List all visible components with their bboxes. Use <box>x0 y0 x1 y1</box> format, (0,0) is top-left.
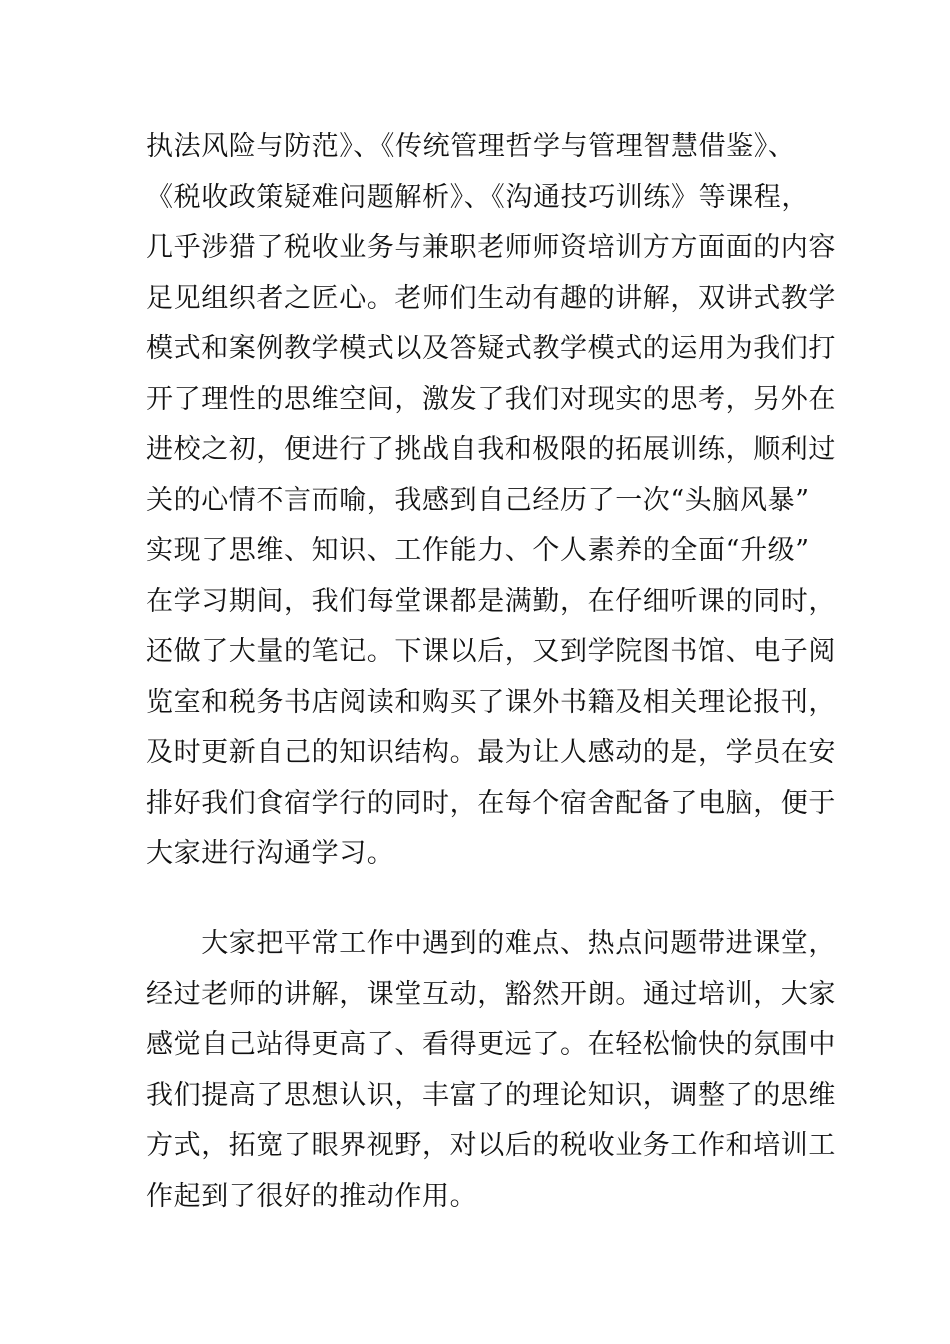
text-line: 作起到了很好的推动作用。 <box>146 1180 478 1212</box>
text-line: 大家把平常工作中遇到的难点、热点问题带进课堂， <box>146 928 836 959</box>
text-line: 方式，拓宽了眼界视野，对以后的税收业务工作和培训工 <box>146 1130 836 1161</box>
text-line: 感觉自己站得更高了、看得更远了。在轻松愉快的氛围中 <box>146 1029 836 1060</box>
text-line: 足见组织者之匠心。老师们生动有趣的讲解，双讲式教学 <box>146 282 836 314</box>
text-line: 《税收政策疑难问题解析》、《沟通技巧训练》等课程， <box>146 181 809 213</box>
text-line: 执法风险与防范》、《传统管理哲学与管理智慧借鉴》、 <box>146 131 796 162</box>
paragraph-2 <box>146 919 836 1222</box>
text-line: 还做了大量的笔记。下课以后，又到学院图书馆、电子阅 <box>146 636 836 667</box>
text-line: 我们提高了思想认识，丰富了的理论知识，调整了的思维 <box>146 1079 836 1111</box>
text-line: 开了理性的思维空间，激发了我们对现实的思考，另外在 <box>146 383 836 415</box>
text-line: 几乎涉猎了税收业务与兼职老师师资培训方方面面的内容 <box>146 232 836 263</box>
text-line: 及时更新自己的知识结构。最为让人感动的是，学员在安 <box>146 737 836 768</box>
paragraph-1 <box>146 122 836 880</box>
text-line: 大家进行沟通学习。 <box>146 838 395 869</box>
text-line: 进校之初，便进行了挑战自我和极限的拓展训练，顺利过 <box>146 434 836 465</box>
text-line: 模式和案例教学模式以及答疑式教学模式的运用为我们打 <box>146 333 836 364</box>
text-line: 览室和税务书店阅读和购买了课外书籍及相关理论报刊， <box>146 686 836 718</box>
text-line: 经过老师的讲解，课堂互动，豁然开朗。通过培训，大家 <box>146 978 836 1010</box>
text-line: 在学习期间，我们每堂课都是满勤，在仔细听课的同时， <box>146 585 836 617</box>
text-line: 实现了思维、知识、工作能力、个人素养的全面“升级” <box>146 535 810 566</box>
text-line: 排好我们食宿学行的同时，在每个宿舍配备了电脑，便于 <box>146 787 836 819</box>
text-line: 关的心情不言而喻，我感到自己经历了一次“头脑风暴” <box>146 484 810 516</box>
